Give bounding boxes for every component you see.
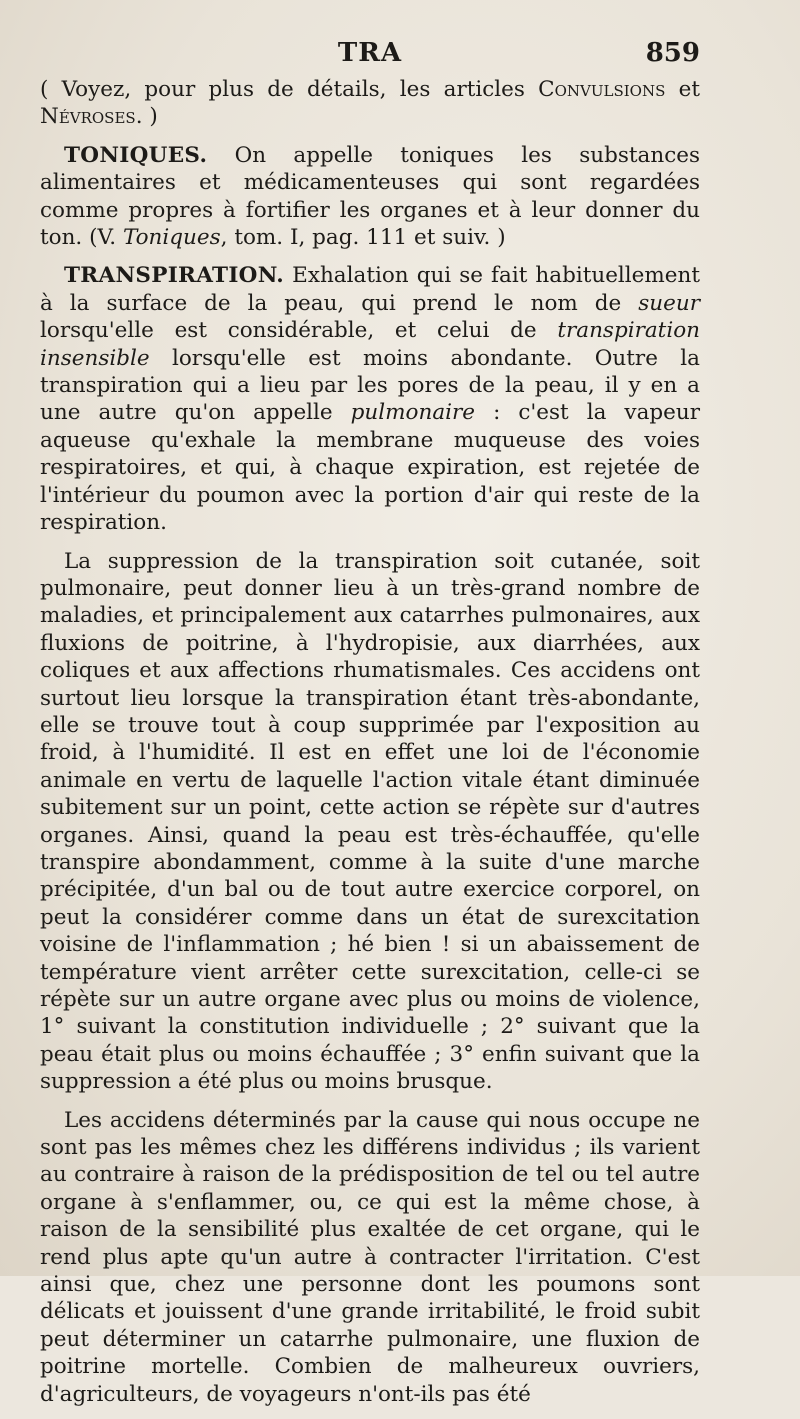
paragraph-suppression: La suppression de la transpiration soit cutanée, soit pulmonaire, peut donner lieu à un très-grand nombre de maladies, et principalement aux catarrhes pulmonaires, aux fluxions de poitrine, à l'hydropisie, aux diarrhées, aux coliques et aux affections rhumatismales. Ces accidens ont surtout lieu lorsque la transpiration étant très-abondante, elle se trouve tout à coup supprimée par l'exposition au froid, à l'humidité. Il est en effet une loi de l'économie animale en vertu de laquelle l'action vitale étant diminuée subitement sur un point, cette action se répète sur d'autres organes. Ainsi, quand la peau est très-échauffée, qu'elle transpire abondamment, comme à la suite d'une marche précipitée, d'un bal ou de tout autre exercice corporel, on peut la considérer comme dans un état de surexcitation voisine de l'inflammation ; hé bien ! si un abaissement de température vient arrêter cette surexcitation, celle-ci se répète sur un autre organe avec plus ou moins de violence, 1° suivant la constitution individuelle ; 2° suivant que la peau était plus ou moins échauffée ; 3° enfin suivant que la suppression a été plus ou moins brusque. bbox=[40, 548, 700, 1095]
body-text bbox=[40, 76, 700, 1419]
entry-term-transpiration: TRANSPIRATION. bbox=[64, 263, 285, 289]
entry-toniques bbox=[40, 142, 700, 252]
page-number: 859 bbox=[645, 38, 700, 68]
intro-ref-convulsions: Convulsions bbox=[538, 77, 666, 102]
page-header bbox=[40, 38, 700, 70]
transpiration-italic-sueur: sueur bbox=[638, 290, 700, 316]
toniques-text-after: , tom. I, pag. 111 et suiv. ) bbox=[220, 225, 506, 251]
transpiration-italic-pulmonaire: pulmonaire bbox=[350, 400, 476, 426]
transpiration-text-2: lorsqu'elle est considérable, et celui de bbox=[40, 318, 558, 344]
running-head: TRA bbox=[337, 38, 403, 68]
paragraph-accidens: Les accidens déterminés par la cause qui nous occupe ne sont pas les mêmes chez les différens individus ; ils varient au contraire à raison de la prédisposition de tel ou tel autre organe à s'enflammer, ou, ce qui est la même chose, à raison de la sensibilité plus exaltée de cet organe, qui le rend plus apte qu'un autre à contracter l'irritation. C'est ainsi que, chez une personne dont les poumons sont délicats et jouissent d'une grande irritabilité, le froid subit peut déterminer un catarrhe pulmonaire, une fluxion de poitrine mortelle. Combien de malheureux ouvriers, d'agriculteurs, de voyageurs n'ont-ils pas été bbox=[40, 1107, 700, 1407]
transpiration-text-3: lorsqu'elle est moins abondante. Outre la transpiration qui a lieu par les pores de la peau, il y en a une autre qu'on appelle bbox=[40, 345, 700, 426]
intro-paragraph bbox=[40, 76, 700, 131]
transpiration-italic-insensible: transpiration insensible bbox=[40, 318, 700, 371]
transpiration-text-1: Exhalation qui se fait habituellement à la surface de la peau, qui prend le nom de bbox=[40, 263, 700, 316]
intro-text-before: ( Voyez, pour plus de détails, les articles bbox=[40, 77, 539, 102]
intro-ref-nevroses: Névroses bbox=[40, 104, 136, 130]
entry-term-toniques: TONIQUES. bbox=[64, 142, 208, 168]
toniques-crossref: Toniques bbox=[122, 225, 221, 251]
toniques-text-before: On appelle toniques les substances alimentaires et médicamenteuses qui sont regardées comme propres à fortifier les organes et à leur donner du ton. (V. bbox=[40, 142, 700, 251]
intro-text-middle: et bbox=[665, 77, 700, 102]
entry-transpiration bbox=[40, 262, 700, 536]
intro-text-after: . ) bbox=[135, 104, 158, 130]
transpiration-text-4: : c'est la vapeur aqueuse qu'exhale la membrane muqueuse des voies respiratoires, et qui, à chaque expiration, est rejetée de l'intérieur du poumon avec la portion d'air qui reste de la respiration. bbox=[40, 400, 700, 536]
